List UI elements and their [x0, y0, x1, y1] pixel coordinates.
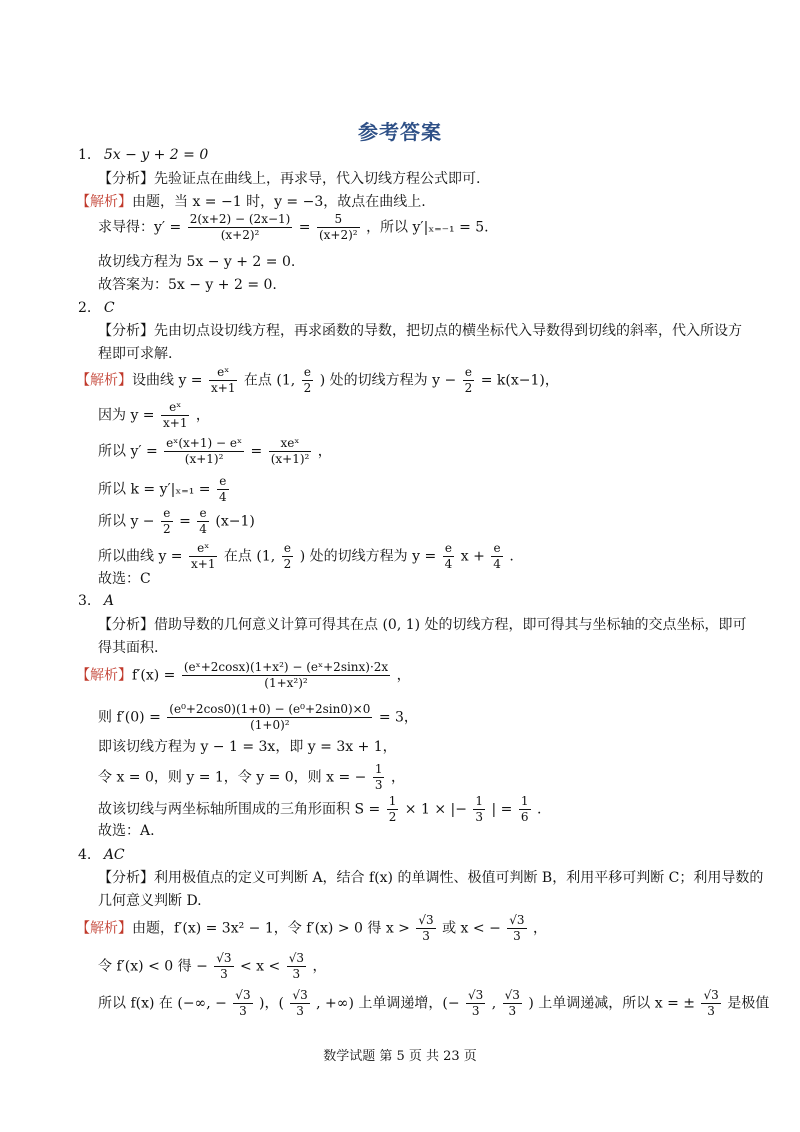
fraction [302, 365, 314, 396]
text: ) 上单调递减，所以 x = ± [528, 995, 696, 1012]
text: < x < [240, 958, 281, 975]
denominator: 2 [163, 522, 171, 536]
fraction [209, 365, 237, 396]
denominator: 3 [239, 1004, 247, 1018]
numerator: √3 [468, 988, 484, 1002]
denominator: 4 [444, 557, 453, 571]
fraction [197, 506, 209, 537]
q1-analysis [98, 170, 480, 188]
text: 令 x = 0，则 y = 1，令 y = 0，则 x = − [98, 769, 367, 786]
numerator: e [463, 365, 475, 381]
fraction [287, 951, 306, 982]
q2-header [78, 299, 115, 317]
fraction [188, 212, 293, 243]
q4-s2 [98, 951, 326, 982]
numerator: 5 [317, 212, 360, 228]
fraction [290, 988, 309, 1019]
denominator: (x+2)² [220, 228, 260, 242]
q2-s6 [98, 541, 514, 572]
denominator: 2 [464, 381, 473, 395]
text: . [509, 548, 514, 565]
fraction [466, 988, 485, 1019]
q3-analysis-l1: 借助导数的几何意义计算可得其在点 (0, 1) 处的切线方程，即可得其与坐标轴的交点坐标，即可 [154, 617, 747, 633]
fraction [182, 660, 390, 691]
fraction [473, 794, 485, 825]
numerator: √3 [504, 988, 520, 1002]
q3-s2 [98, 702, 418, 733]
text: x + [460, 548, 485, 565]
numerator: e [302, 365, 314, 381]
q1-s2-suffix: ，所以 y′|ₓ₌₋₁ = 5. [366, 219, 489, 236]
text: 设曲线 y = [132, 372, 203, 389]
equals: = [298, 219, 311, 236]
text: 故该切线与两坐标轴所围成的三角形面积 S = [98, 801, 381, 818]
q1-number: 1. [78, 147, 92, 163]
denominator: 3 [422, 929, 430, 943]
denominator: (x+1)² [270, 452, 310, 466]
fraction [701, 988, 720, 1019]
fraction [217, 474, 229, 505]
fraction [416, 913, 435, 944]
q3-solution-line [76, 660, 411, 691]
numerator: √3 [509, 913, 525, 927]
numerator: e [443, 541, 455, 557]
q1-answer: 5x − y + 2 = 0 [103, 147, 209, 163]
numerator: e [197, 506, 209, 522]
text: . [536, 801, 542, 818]
text: 或 x < − [442, 920, 501, 937]
equals: = [179, 513, 191, 530]
text: ， [396, 667, 411, 684]
text: × 1 × |− [404, 801, 467, 818]
q2-s5 [98, 506, 255, 537]
fraction [214, 951, 233, 982]
numerator: e [161, 506, 173, 522]
q4-analysis-l1: 利用极值点的定义可判断 A，结合 f(x) 的单调性、极值可判断 B，利用平移可判断 C；利用导数的 [154, 870, 764, 886]
q2-analysis [98, 322, 742, 340]
denominator: 4 [199, 522, 207, 536]
solution-tag: 【解析】 [76, 667, 132, 684]
fraction [164, 436, 244, 467]
q1-s1: 由题，当 x = −1 时，y = −3，故点在曲线上. [132, 194, 426, 210]
fraction [269, 436, 312, 467]
fraction [519, 794, 531, 825]
fraction [373, 762, 385, 793]
fraction [233, 988, 252, 1019]
q3-s5 [98, 794, 541, 825]
text: 则 f′(0) = [98, 709, 161, 726]
text: 是极值 [727, 995, 770, 1012]
denominator: 4 [493, 557, 501, 571]
denominator: 3 [513, 929, 521, 943]
denominator: 3 [296, 1004, 304, 1018]
q4-solution-line [76, 913, 547, 944]
denominator: 2 [303, 381, 312, 395]
equals: = [250, 443, 263, 460]
q3-header [78, 592, 114, 610]
denominator: x+1 [163, 416, 188, 430]
numerator: eˣ [189, 541, 217, 557]
q1-s2-prefix: 求导得：y′ = [98, 219, 182, 236]
q4-header [78, 846, 125, 864]
text: 由题，f′(x) = 3x² − 1，令 f′(x) > 0 得 x > [132, 920, 410, 937]
numerator: e [491, 541, 503, 557]
fraction [167, 702, 372, 733]
text: ， [390, 769, 405, 786]
q3-s4 [98, 762, 405, 793]
denominator: 2 [388, 810, 397, 824]
q3-analysis [98, 616, 747, 634]
text: 所以 y′ = [98, 443, 158, 460]
numerator: 1 [388, 794, 397, 808]
text: , [491, 995, 497, 1012]
numerator: eˣ [209, 365, 237, 381]
text: 在点 (1, [243, 372, 296, 389]
q2-s7: 故选：C [98, 571, 151, 587]
numerator: 1 [520, 794, 529, 808]
q2-answer: C [103, 300, 115, 316]
numerator: √3 [703, 988, 719, 1002]
text: = 3， [378, 709, 418, 726]
fraction [463, 365, 475, 396]
text: ， [533, 920, 548, 937]
text: , +∞) 上单调递增，(− [316, 995, 460, 1012]
denominator: 3 [220, 967, 228, 981]
q3-s6: 故选：A. [98, 823, 155, 839]
denominator: 3 [475, 810, 484, 824]
text: 所以曲线 y = [98, 548, 183, 565]
q2-s2 [98, 400, 210, 431]
numerator: √3 [216, 951, 232, 965]
fraction [491, 541, 503, 572]
q1-analysis-text: 先验证点在曲线上，再求导，代入切线方程公式即可. [154, 171, 481, 187]
q2-number: 2. [78, 300, 92, 316]
text: f′(x) = [132, 667, 176, 684]
q2-solution-line [76, 365, 559, 396]
denominator: 3 [374, 778, 383, 792]
text: | = [491, 801, 513, 818]
solution-tag: 【解析】 [76, 372, 132, 389]
q1-s3: 故切线方程为 5x − y + 2 = 0. [98, 254, 296, 270]
solution-tag: 【解析】 [76, 920, 132, 937]
numerator: eˣ [161, 400, 189, 416]
page-footer: 数学试题 第 5 页 共 23 页 [323, 1049, 477, 1064]
fraction [282, 541, 294, 572]
analysis-tag: 【分析】 [98, 617, 154, 633]
text: ， [195, 407, 210, 424]
numerator: e [282, 541, 294, 557]
q4-s3 [98, 988, 769, 1019]
q1-s4: 故答案为：5x − y + 2 = 0. [98, 277, 277, 293]
fraction [189, 541, 217, 572]
text: = k(x−1)， [480, 372, 559, 389]
numerator: √3 [418, 913, 434, 927]
fraction [161, 506, 173, 537]
denominator: (x+1)² [184, 452, 224, 466]
text: 所以 y − [98, 513, 155, 530]
solution-tag: 【解析】 [76, 194, 132, 210]
text: ， [317, 443, 332, 460]
text: 令 f′(x) < 0 得 − [98, 958, 208, 975]
text: 因为 y = [98, 407, 155, 424]
fraction [387, 794, 399, 825]
q4-answer: AC [103, 847, 125, 863]
denominator: 6 [520, 810, 529, 824]
numerator: e [217, 474, 229, 490]
fraction [317, 212, 360, 243]
text: 所以 k = y′|ₓ₌₁ = [98, 481, 211, 498]
fraction [443, 541, 455, 572]
denominator: x+1 [211, 381, 236, 395]
q1-derivative-line [98, 212, 489, 243]
q4-analysis [98, 869, 763, 887]
numerator: √3 [292, 988, 308, 1002]
denominator: (1+0)² [250, 718, 290, 732]
q3-number: 3. [78, 593, 92, 609]
q1-solution-line [76, 193, 426, 211]
text: ) 处的切线方程为 y − [319, 372, 457, 389]
denominator: x+1 [191, 557, 216, 571]
q1-header [78, 146, 208, 164]
q3-answer: A [103, 593, 114, 609]
q2-s3 [98, 436, 332, 467]
q4-analysis-l2: 几何意义判断 D. [98, 893, 202, 909]
denominator: 2 [283, 557, 292, 571]
denominator: (1+x²)² [264, 676, 308, 690]
denominator: 3 [292, 967, 301, 981]
numerator: eˣ(x+1) − eˣ [166, 436, 243, 450]
numerator: √3 [235, 988, 251, 1002]
denominator: 3 [471, 1004, 480, 1018]
numerator: (eˣ+2cosx)(1+x²) − (eˣ+2sinx)·2x [183, 660, 389, 674]
q2-analysis-l2: 程即可求解. [98, 346, 173, 362]
fraction [503, 988, 522, 1019]
analysis-tag: 【分析】 [98, 870, 154, 886]
q2-s4 [98, 474, 231, 505]
numerator: √3 [288, 951, 304, 965]
denominator: 3 [508, 1004, 517, 1018]
q3-s3: 即该切线方程为 y − 1 = 3x，即 y = 3x + 1， [98, 739, 397, 755]
denominator: 3 [707, 1004, 715, 1018]
text: ， [312, 958, 327, 975]
text: 在点 (1, [223, 548, 276, 565]
numerator: 1 [475, 794, 484, 808]
q3-analysis-l2: 得其面积. [98, 640, 159, 656]
text: ) 处的切线方程为 y = [299, 548, 437, 565]
numerator: 2(x+2) − (2x−1) [189, 212, 291, 226]
text: 所以 f(x) 在 (−∞, − [98, 995, 227, 1012]
numerator: (e⁰+2cos0)(1+0) − (e⁰+2sin0)×0 [169, 702, 371, 716]
analysis-tag: 【分析】 [98, 323, 154, 339]
analysis-tag: 【分析】 [98, 171, 154, 187]
denominator: (x+2)² [318, 228, 358, 242]
text: )，( [259, 995, 284, 1012]
fraction [161, 400, 189, 431]
fraction [507, 913, 526, 944]
text: (x−1) [215, 513, 255, 530]
q2-analysis-l1: 先由切点设切线方程，再求函数的导数，把切点的横坐标代入导数得到切线的斜率，代入所设方 [154, 323, 742, 339]
denominator: 4 [218, 490, 227, 504]
q4-number: 4. [78, 847, 92, 863]
numerator: xeˣ [269, 436, 312, 452]
numerator: 1 [374, 762, 383, 776]
page-title: 参考答案 [358, 120, 442, 144]
